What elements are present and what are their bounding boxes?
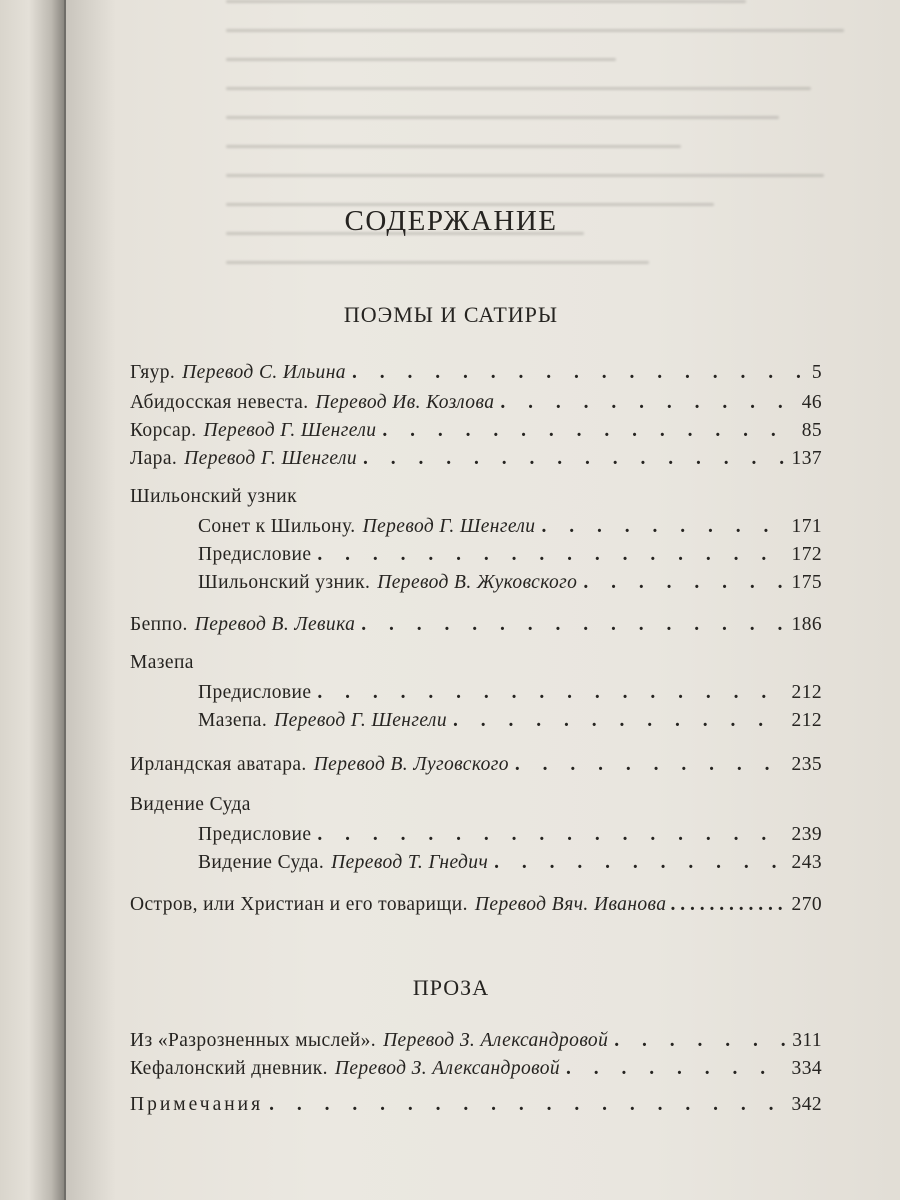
toc-entry-vision-preface[interactable] xyxy=(198,824,822,852)
entry-title: Остров, или Христиан и его товарищи. xyxy=(130,894,468,915)
entry-translator: Перевод З. Александровой xyxy=(334,1058,561,1079)
entry-page-number: 175 xyxy=(791,572,822,593)
toc-group-mazeppa[interactable]: Мазепа xyxy=(130,652,194,673)
leader-dots xyxy=(269,1094,785,1116)
facing-page-edge xyxy=(0,0,64,1200)
entry-page-number: 46 xyxy=(801,392,822,413)
entry-title: Ирландская аватара. xyxy=(130,754,307,775)
leader-dots xyxy=(515,754,786,776)
entry-translator: Перевод Г. Шенгели xyxy=(184,448,358,469)
leader-dots xyxy=(453,710,786,732)
toc-entry-corsair[interactable] xyxy=(130,420,822,448)
entry-page-number: 5 xyxy=(811,362,822,383)
entry-translator: Перевод Г. Шенгели xyxy=(274,710,447,731)
entry-page-number: 85 xyxy=(801,420,822,441)
toc-entry-giaour[interactable] xyxy=(130,362,822,390)
show-through-text xyxy=(226,0,876,330)
entry-title: Видение Суда. xyxy=(198,852,325,873)
entry-title: Сонет к Шильону. xyxy=(198,516,356,537)
book-page xyxy=(66,0,900,1200)
entry-title: Шильонский узник. xyxy=(198,572,371,593)
entry-title: Из «Разрозненных мыслей». xyxy=(130,1030,377,1051)
entry-translator: Перевод З. Александровой xyxy=(383,1030,609,1051)
toc-entry-chillon-sonnet[interactable] xyxy=(198,516,822,544)
toc-group-vision-of-judgment[interactable]: Видение Суда xyxy=(130,794,251,815)
leader-dots xyxy=(317,824,785,846)
entry-title: Абидосская невеста. xyxy=(130,392,309,413)
entry-translator: Перевод Ив. Козлова xyxy=(315,392,495,413)
leader-dots xyxy=(361,614,785,636)
entry-page-number: 172 xyxy=(791,544,822,565)
entry-translator: Перевод Т. Гнедич xyxy=(331,852,489,873)
entry-page-number: 239 xyxy=(791,824,822,845)
entry-page-number: 334 xyxy=(791,1058,822,1079)
leader-dots xyxy=(614,1030,786,1052)
toc-entry-lara[interactable] xyxy=(130,448,822,476)
entry-page-number: 137 xyxy=(791,448,822,469)
leader-dots xyxy=(494,852,785,874)
entry-title: Корсар. xyxy=(130,420,197,441)
entry-title: Предисловие xyxy=(198,544,312,565)
entry-translator: Перевод В. Жуковского xyxy=(377,572,578,593)
toc-entry-detached-thoughts[interactable] xyxy=(130,1030,822,1058)
leader-dots xyxy=(670,894,787,916)
toc-entry-mazeppa-preface[interactable] xyxy=(198,682,822,710)
toc-entry-chillon-poem[interactable] xyxy=(198,572,822,600)
toc-entry-the-island[interactable] xyxy=(130,894,822,922)
leader-dots xyxy=(352,362,806,384)
entry-page-number: 212 xyxy=(791,710,822,731)
entry-page-number: 342 xyxy=(791,1094,822,1115)
toc-entry-notes[interactable] xyxy=(130,1094,822,1122)
leader-dots xyxy=(541,516,785,538)
toc-entry-irish-avatar[interactable] xyxy=(130,754,822,782)
leader-dots xyxy=(382,420,795,442)
entry-title: Гяур. xyxy=(130,362,176,383)
entry-translator: Перевод Вяч. Иванова xyxy=(474,894,667,915)
entry-title: Кефалонский дневник. xyxy=(130,1058,328,1079)
entry-translator: Перевод Г. Шенгели xyxy=(203,420,377,441)
entry-page-number: 171 xyxy=(791,516,822,537)
leader-dots xyxy=(317,544,785,566)
entry-translator: Перевод В. Луговского xyxy=(313,754,509,775)
toc-entry-beppo[interactable] xyxy=(130,614,822,642)
entry-page-number: 186 xyxy=(791,614,822,635)
toc-entry-vision-poem[interactable] xyxy=(198,852,822,880)
entry-title: Лара. xyxy=(130,448,178,469)
leader-dots xyxy=(566,1058,786,1080)
entry-translator: Перевод В. Левика xyxy=(194,614,356,635)
section-heading-poems: ПОЭМЫ И САТИРЫ xyxy=(343,302,559,327)
entry-translator: Перевод С. Ильина xyxy=(182,362,346,383)
entry-page-number: 243 xyxy=(791,852,822,873)
entry-page-number: 311 xyxy=(792,1030,822,1051)
entry-page-number: 270 xyxy=(791,894,822,915)
entry-translator: Перевод Г. Шенгели xyxy=(362,516,536,537)
leader-dots xyxy=(317,682,785,704)
entry-title: Предисловие xyxy=(198,682,312,703)
entry-title: Беппо. xyxy=(130,614,188,635)
leader-dots xyxy=(363,448,786,470)
leader-dots xyxy=(583,572,785,594)
entry-page-number: 235 xyxy=(791,754,822,775)
toc-entry-chillon-preface[interactable] xyxy=(198,544,822,572)
page-title: СОДЕРЖАНИЕ xyxy=(344,205,558,237)
entry-title: Предисловие xyxy=(198,824,312,845)
entry-title: Мазепа. xyxy=(198,710,268,731)
entry-page-number: 212 xyxy=(791,682,822,703)
toc-group-chillon[interactable]: Шильонский узник xyxy=(130,486,297,507)
leader-dots xyxy=(500,392,795,414)
entry-title: Примечания xyxy=(130,1094,264,1115)
section-heading-prose: ПРОЗА xyxy=(412,975,490,1000)
toc-entry-mazeppa-poem[interactable] xyxy=(198,710,822,738)
toc-entry-bride-of-abydos[interactable] xyxy=(130,392,822,420)
toc-entry-cephalonia-journal[interactable] xyxy=(130,1058,822,1086)
